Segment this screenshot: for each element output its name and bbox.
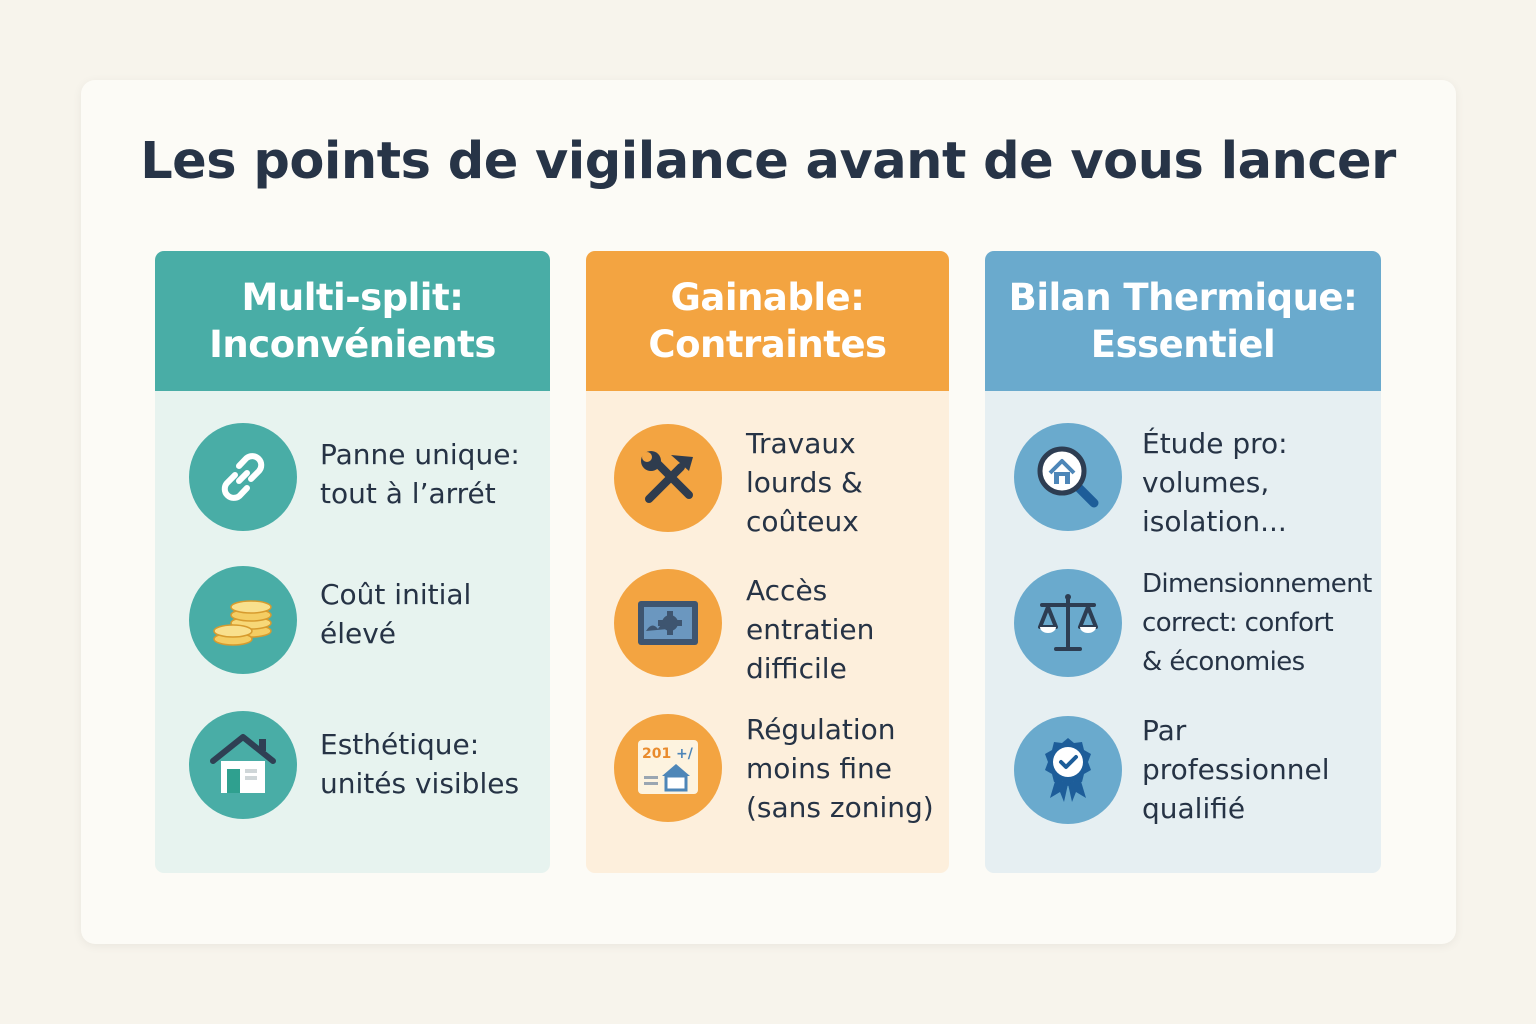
balance-scale-icon xyxy=(1014,569,1122,677)
column-heading-line: Gainable: xyxy=(670,276,865,319)
list-item-text: Panne unique: tout à l’arrét xyxy=(320,438,520,510)
column-heading xyxy=(985,251,1381,391)
tools-icon xyxy=(614,424,722,532)
column-heading-line: Contraintes xyxy=(648,323,887,366)
column-bilan-thermique xyxy=(985,251,1381,873)
list-item-text: Régulation moins fine (sans zoning) xyxy=(746,713,934,824)
list-item-text: Travaux lourds & coûteux xyxy=(746,427,863,538)
house-icon xyxy=(189,711,297,819)
svg-text:+/: +/ xyxy=(676,746,693,762)
magnifier-house-icon xyxy=(1014,423,1122,531)
list-item-text: Dimensionnement correct: confort & économies xyxy=(1142,569,1372,677)
column-heading xyxy=(155,251,550,391)
list-item-text: Étude pro: volumes, isolation... xyxy=(1142,427,1288,538)
column-heading-line: Inconvénients xyxy=(209,323,496,366)
certified-badge-icon xyxy=(1014,716,1122,824)
column-heading xyxy=(586,251,949,391)
page-title: Les points de vigilance avant de vous lancer xyxy=(140,132,1396,191)
column-heading-line: Bilan Thermique: xyxy=(1008,276,1358,319)
column-heading-line: Essentiel xyxy=(1090,323,1276,366)
calendar-house-icon xyxy=(614,714,722,822)
list-item-text: Accès entratien difficile xyxy=(746,574,875,685)
list-item-text: Esthétique: unités visibles xyxy=(320,728,520,800)
column-heading-line: Multi-split: xyxy=(241,276,464,319)
column-gainable xyxy=(586,251,949,873)
list-item-text: Par professionnel qualifié xyxy=(1142,714,1330,825)
svg-text:201: 201 xyxy=(642,746,672,762)
access-panel-icon xyxy=(614,569,722,677)
list-item-text: Coût initial élevé xyxy=(320,578,472,650)
column-multi-split xyxy=(155,251,550,873)
coins-icon xyxy=(189,566,297,674)
link-icon xyxy=(189,423,297,531)
